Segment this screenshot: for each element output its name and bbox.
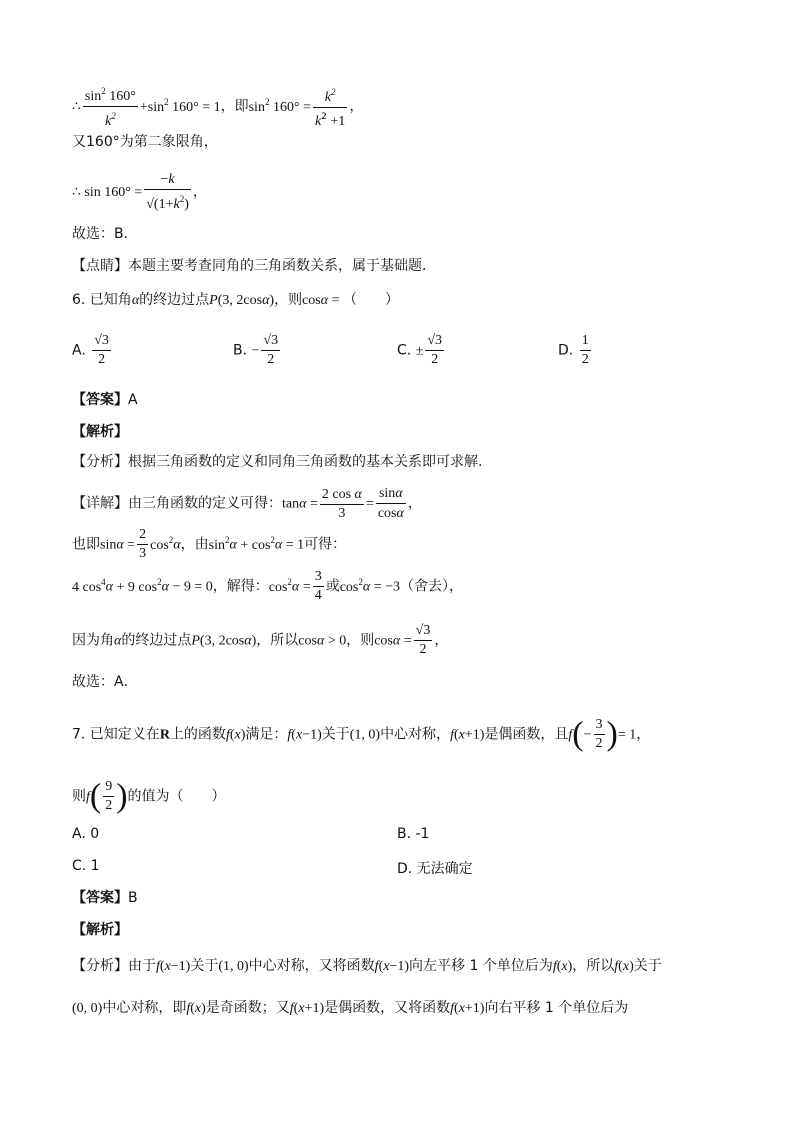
choose-a-line: 故选：A． xyxy=(72,674,138,690)
q7-answer-line: 【答案】B xyxy=(72,890,138,906)
equation-sin-squared: ∴ $\frac{\sin^2 160^\circ}{k^2}$ $+\sin^2$ 160° = 1，即$\sin^2 160^\circ$ = $\frac{k^2}{k^2 +1}$ ， xyxy=(72,82,363,131)
q6-step-2: 也即sinα = $\frac{2}{3}$ $\cos^2\alpha$，由$\sin^2\alpha + \cos^2\alpha = 1$可得： xyxy=(72,527,347,561)
equation-sin-160: ∴ sin 160° = $\frac{-k}{√(1+k^2)}$ ， xyxy=(72,172,207,212)
q6-option-d: D. $\frac{1}{2}$ xyxy=(558,333,589,367)
q7-option-c: C. 1 xyxy=(72,858,100,874)
q6-jiexi-label: 【解析】 xyxy=(72,424,128,440)
q6-step-4: 因为角α的终边过点P(3, 2cosα)，所以cosα > 0，则cosα = $\frac{√3}{2}$ ， xyxy=(72,623,449,657)
q6-option-c: C. ± $\frac{√3}{2}$ xyxy=(397,333,443,367)
question-7-stem-2: 则f( $\frac{9}{2}$ )的值为（ ） xyxy=(72,777,226,815)
q6-option-a: A. $\frac{√3}{2}$ xyxy=(72,333,109,367)
q7-jiexi-label: 【解析】 xyxy=(72,922,128,938)
q7-option-a: A. 0 xyxy=(72,826,100,842)
q6-answer-line: 【答案】A xyxy=(72,392,138,408)
q6-step-3: 4 $\cos^4\alpha + 9$ $\cos^2\alpha - 9 = 0$，解得：$\cos^2\alpha$ = $\frac{3}{4}$ 或$\cos^2\alpha = -3$（舍去）， xyxy=(72,569,464,603)
q6-fenxi: 【分析】根据三角函数的定义和同角三角函数的基本关系即可求解. xyxy=(72,454,483,470)
q7-fenxi-2: (0, 0)中心对称，即f(x)是奇函数；又f(x+1)是偶函数，又将函数f(x+1)向右平移 1 个单位后为 xyxy=(72,1000,629,1016)
q6-xiangjie: 【详解】由三角函数的定义可得：tanα = $\frac{\text{2 cos α}}{3}$ = $\frac{\sin\alpha}{\cos\alpha}$ ， xyxy=(72,486,422,521)
question-7-stem: 7. 已知定义在R上的函数f(x)满足：f(x−1)关于(1, 0)中心对称，f(x+1)是偶函数，且f(− $\frac{3}{2}$ )= 1， xyxy=(72,715,651,753)
q7-fenxi-1: 【分析】由于f(x−1)关于(1, 0)中心对称，又将函数f(x−1)向左平移 1 个单位后为f(x)，所以f(x)关于 xyxy=(72,958,662,974)
quadrant-note: 又160°为第二象限角， xyxy=(72,134,218,150)
question-6-stem: 6. 已知角α的终边过点P(3, 2cosα)，则cosα = （ ） xyxy=(72,292,400,308)
q6-option-b: B. − $\frac{√3}{2}$ xyxy=(233,333,279,367)
text: ，即 xyxy=(220,98,249,115)
dianjing-note: 【点睛】本题主要考查同角的三角函数关系，属于基础题． xyxy=(72,258,436,274)
q7-option-d: D. 无法确定 xyxy=(397,861,473,877)
choose-b-line: 故选：B． xyxy=(72,226,138,242)
q7-option-b: B. -1 xyxy=(397,826,430,842)
